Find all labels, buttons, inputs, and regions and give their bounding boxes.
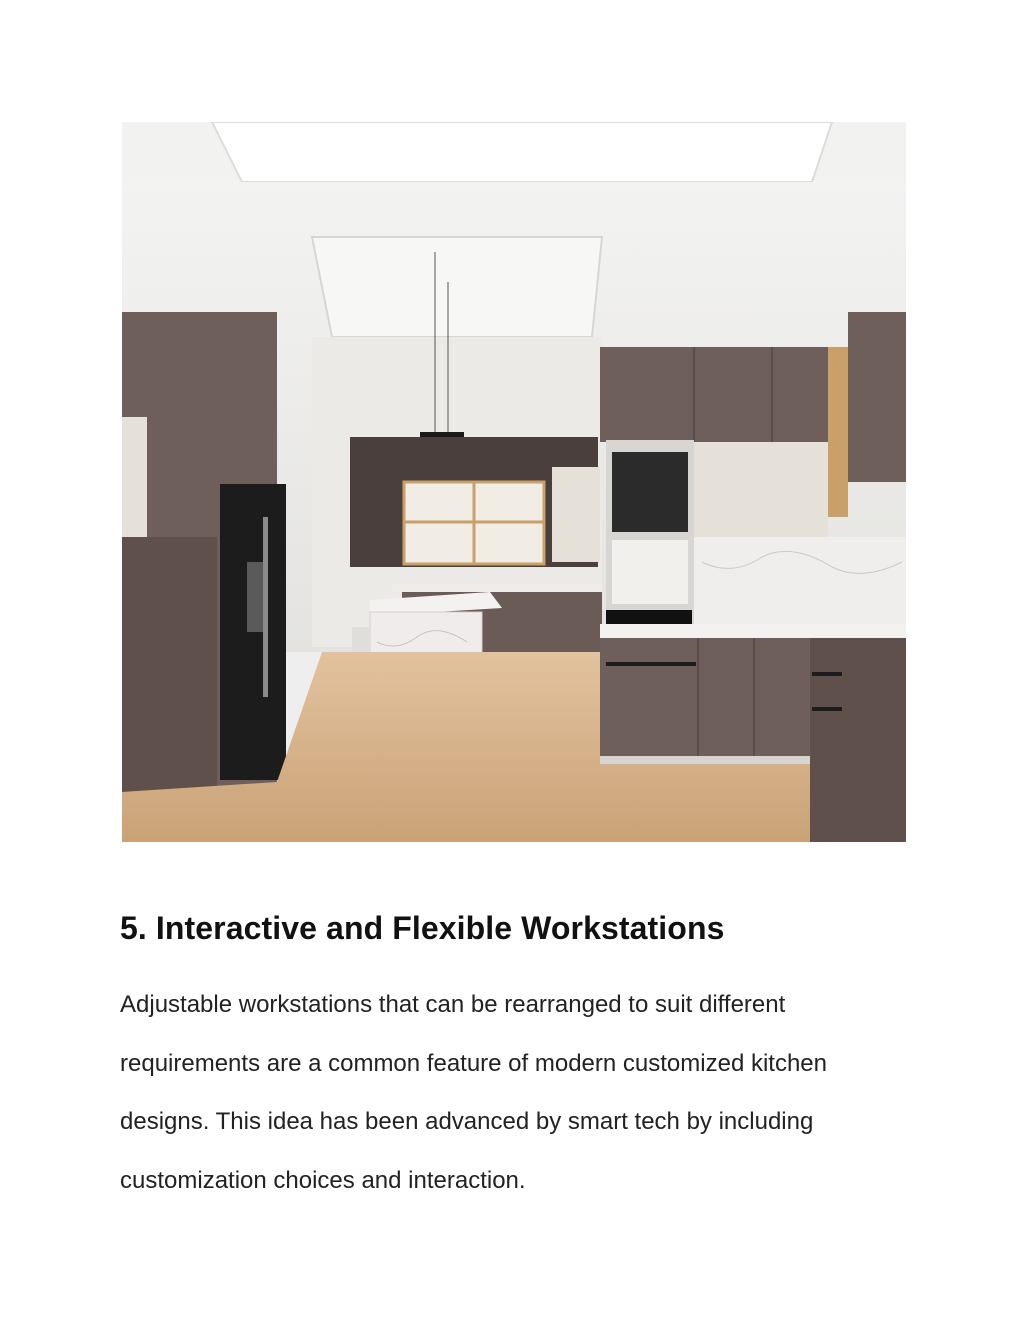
kitchen-illustration: [122, 122, 906, 842]
section-body: Adjustable workstations that can be rearranged to suit different requirements are a common feature of modern customized kitchen designs. This idea has been advanced by smart tech by including customization choices and interaction.: [120, 991, 828, 1194]
cabinet-plinth: [600, 756, 810, 764]
corner-lower-cabinet: [810, 638, 906, 842]
bar-side-panel: [552, 467, 600, 562]
kitchen-photo: [122, 122, 906, 842]
fridge-handle: [263, 517, 268, 697]
inner-ceiling: [312, 237, 602, 337]
corner-handle: [812, 672, 842, 676]
countertop: [600, 624, 906, 638]
left-lower-cabinet: [122, 537, 217, 792]
tambour-unit: [612, 452, 688, 532]
backsplash: [694, 537, 906, 632]
upper-cabinets: [600, 347, 828, 442]
corner-handle-2: [812, 707, 842, 711]
ceiling-light-strip: [212, 122, 832, 182]
section-heading: 5. Interactive and Flexible Workstations: [120, 910, 725, 946]
cream-cabinet: [694, 442, 828, 537]
drawer-handle: [606, 662, 696, 666]
cooktop: [606, 610, 692, 626]
lower-cabinets: [600, 638, 810, 756]
fridge-panel: [247, 562, 263, 632]
corner-upper-cabinet: [848, 312, 906, 482]
rear-counter-top: [392, 584, 602, 592]
wood-open-shelf: [828, 347, 848, 517]
left-light-panel: [122, 417, 147, 537]
shelf-niche: [612, 540, 688, 604]
